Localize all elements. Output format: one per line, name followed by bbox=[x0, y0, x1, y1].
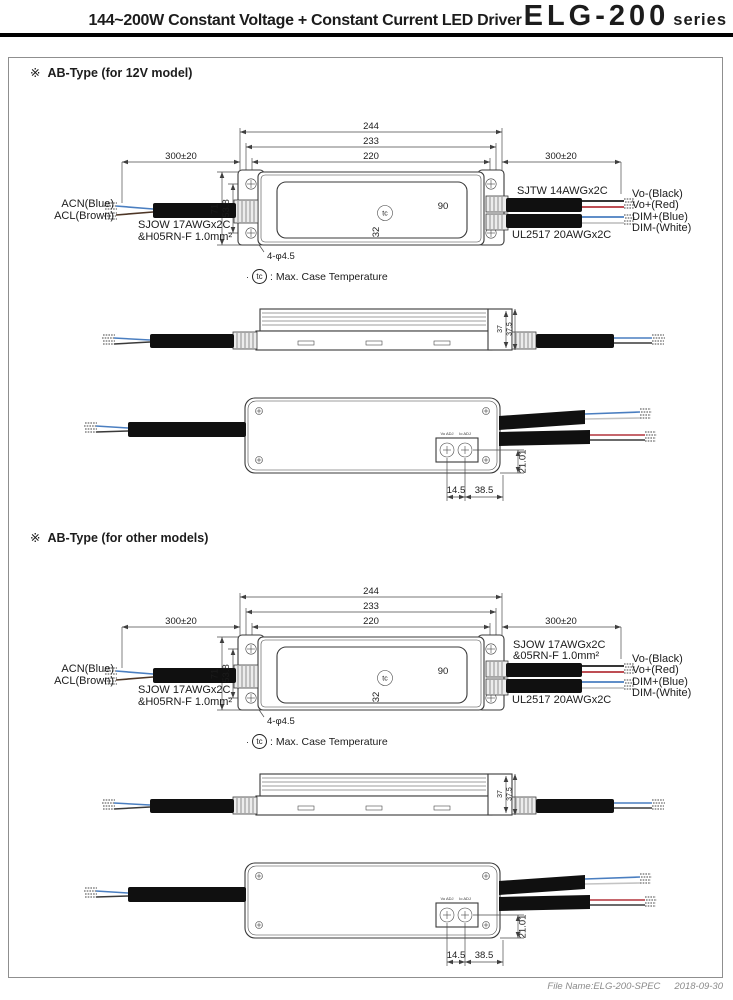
dim-53-8: 53.8 bbox=[221, 664, 232, 683]
dim-233: 233 bbox=[363, 136, 379, 147]
holes-label: 4-φ4.5 bbox=[267, 251, 295, 262]
wire-dim-plus-label: DIM+(Blue) bbox=[632, 676, 688, 688]
dim-53-8: 53.8 bbox=[221, 199, 232, 218]
dim-37: 37 bbox=[497, 790, 504, 798]
potentiometer-box bbox=[436, 903, 478, 927]
section-heading: ※ AB-Type (for other models) bbox=[30, 531, 209, 545]
output-cables bbox=[506, 198, 635, 228]
dim-71: 71 bbox=[209, 203, 221, 215]
header-rule bbox=[0, 33, 733, 37]
dim-21-01: 21.01 bbox=[517, 449, 529, 474]
tc-note bbox=[246, 734, 388, 749]
tc-circle-icon: tc bbox=[252, 269, 267, 284]
input-cable-label2: &H05RN-F 1.0mm² bbox=[138, 696, 233, 708]
potentiometer-box bbox=[436, 438, 478, 462]
pot-right-label: Io ADJ bbox=[459, 431, 471, 436]
dim-220: 220 bbox=[363, 151, 379, 162]
dim-244: 244 bbox=[363, 121, 379, 132]
dim-cable-left: 300±20 bbox=[165, 151, 197, 162]
dim-21-01: 21.01 bbox=[517, 914, 529, 939]
dim-220: 220 bbox=[363, 616, 379, 627]
wire-dim-minus-label: DIM-(White) bbox=[632, 222, 692, 234]
unit-side-view bbox=[233, 774, 536, 815]
dim-244: 244 bbox=[363, 586, 379, 597]
dim-90: 90 bbox=[437, 666, 449, 677]
tc-label: tc bbox=[382, 210, 388, 218]
pot-left-label: Vo ADJ bbox=[440, 431, 454, 436]
note-bullet: · bbox=[246, 271, 249, 282]
model-name: ELG-200 bbox=[523, 0, 670, 32]
unit-bottom-view bbox=[245, 863, 500, 938]
front-view-drawing bbox=[0, 575, 733, 755]
pot-left-label: Vo ADJ bbox=[440, 896, 454, 901]
wire-dim-plus-label: DIM+(Blue) bbox=[632, 211, 688, 223]
input-cable-label: SJOW 17AWGx2C bbox=[138, 684, 231, 696]
side-view-drawing bbox=[0, 762, 733, 837]
dim-cable-right: 300±20 bbox=[545, 151, 577, 162]
file-date: 2018-09-30 bbox=[674, 981, 723, 992]
wire-vo-plus-label: Vo+(Red) bbox=[632, 664, 679, 676]
side-view-drawing bbox=[0, 297, 733, 372]
unit-side-view bbox=[233, 309, 536, 350]
bottom-view-drawing bbox=[0, 847, 733, 972]
acn-label: ACN(Blue) bbox=[61, 198, 114, 210]
acl-label: ACL(Brown) bbox=[54, 675, 114, 687]
output-top-cable-label2: &05RN-F 1.0mm² bbox=[513, 650, 600, 662]
unit-bottom-view bbox=[245, 398, 500, 473]
wire-vo-plus-label: Vo+(Red) bbox=[632, 199, 679, 211]
dim-14-5: 14.5 bbox=[446, 485, 466, 496]
dim-38-5: 38.5 bbox=[474, 485, 494, 496]
section-ab-type-12v bbox=[0, 57, 733, 522]
dim-38-5: 38.5 bbox=[474, 950, 494, 961]
wire-dim-minus-label: DIM-(White) bbox=[632, 687, 692, 699]
input-cable-label2: &H05RN-F 1.0mm² bbox=[138, 231, 233, 243]
note-text: : Max. Case Temperature bbox=[270, 735, 388, 748]
dim-32: 32 bbox=[371, 691, 382, 703]
tc-circle-icon: tc bbox=[252, 734, 267, 749]
dim-90: 90 bbox=[437, 201, 449, 212]
dim-37-5: 37.5 bbox=[506, 322, 514, 336]
output-bottom-cable-label: UL2517 20AWGx2C bbox=[512, 229, 612, 241]
section-heading: ※ AB-Type (for 12V model) bbox=[30, 66, 193, 80]
dim-cable-right: 300±20 bbox=[545, 616, 577, 627]
dim-71: 71 bbox=[209, 668, 221, 680]
section-ab-type-other bbox=[0, 522, 733, 987]
input-cable-label: SJOW 17AWGx2C bbox=[138, 219, 231, 231]
reference-mark-icon: ※ bbox=[30, 66, 41, 80]
front-view-drawing bbox=[0, 110, 733, 290]
page-footer bbox=[547, 981, 723, 992]
tc-label: tc bbox=[382, 675, 388, 683]
series-label: series bbox=[673, 11, 727, 29]
acn-label: ACN(Blue) bbox=[61, 663, 114, 675]
dim-37: 37 bbox=[497, 325, 504, 333]
note-text: : Max. Case Temperature bbox=[270, 270, 388, 283]
holes-label: 4-φ4.5 bbox=[267, 716, 295, 727]
pot-right-label: Io ADJ bbox=[459, 896, 471, 901]
wire-vo-minus-label: Vo-(Black) bbox=[632, 653, 683, 665]
output-top-cable-label: SJTW 14AWGx2C bbox=[517, 185, 608, 197]
file-name: File Name:ELG-200-SPEC bbox=[547, 981, 661, 992]
dim-14-5: 14.5 bbox=[446, 950, 466, 961]
page-title: 144~200W Constant Voltage + Constant Current LED Driver bbox=[88, 12, 522, 29]
reference-mark-icon: ※ bbox=[30, 531, 41, 545]
tc-note bbox=[246, 269, 388, 284]
acl-label: ACL(Brown) bbox=[54, 210, 114, 222]
dim-233: 233 bbox=[363, 601, 379, 612]
dim-cable-left: 300±20 bbox=[165, 616, 197, 627]
output-top-cable-label: SJOW 17AWGx2C bbox=[513, 639, 606, 651]
output-cables bbox=[506, 663, 635, 693]
dim-32: 32 bbox=[371, 226, 382, 238]
output-bottom-cable-label: UL2517 20AWGx2C bbox=[512, 694, 612, 706]
page-header bbox=[0, 0, 733, 33]
note-bullet: · bbox=[246, 736, 249, 747]
bottom-view-drawing bbox=[0, 382, 733, 507]
wire-vo-minus-label: Vo-(Black) bbox=[632, 188, 683, 200]
dim-37-5: 37.5 bbox=[506, 787, 514, 801]
